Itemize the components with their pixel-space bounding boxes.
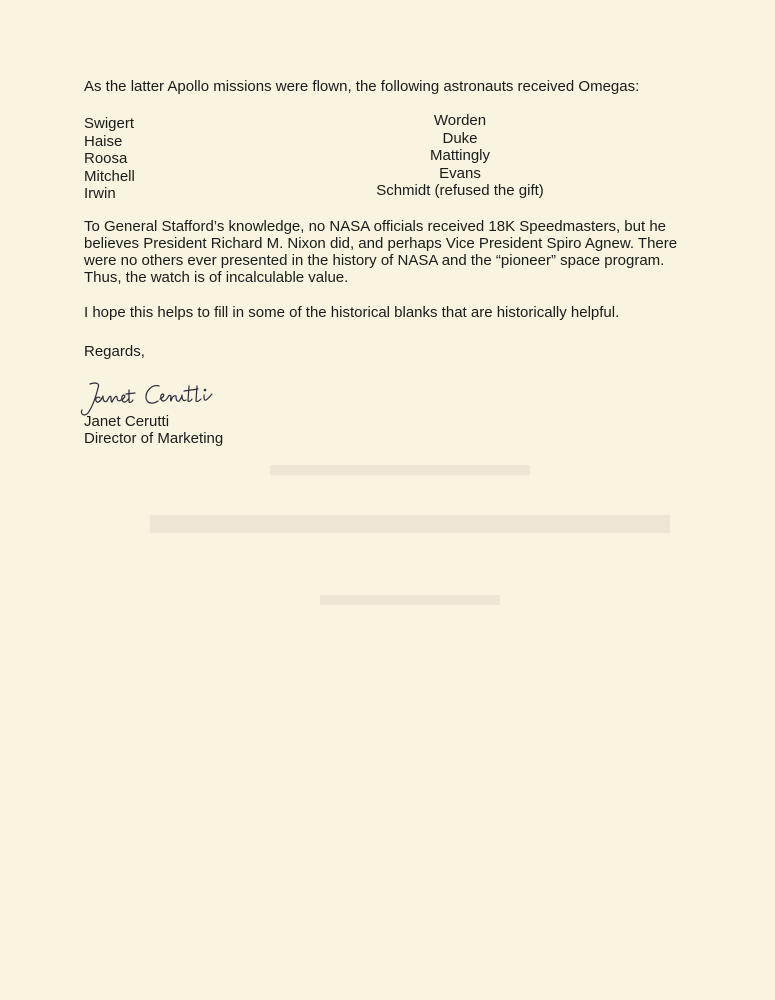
paragraph-hope: I hope this helps to fill in some of the historical blanks that are historically helpful. bbox=[84, 304, 620, 321]
closing-regards: Regards, bbox=[84, 343, 145, 360]
astronaut-name: Mattingly bbox=[429, 147, 491, 164]
intro-line: As the latter Apollo missions were flown, the following astronauts received Omegas: bbox=[84, 78, 640, 95]
signer-name: Janet Cerutti bbox=[84, 413, 170, 430]
astronaut-list-right bbox=[360, 112, 560, 200]
astronaut-name: Worden bbox=[433, 112, 487, 129]
faint-show-through-decoration bbox=[150, 455, 670, 655]
astronaut-name: Irwin bbox=[84, 185, 116, 202]
astronaut-name: Schmidt (refused the gift) bbox=[376, 182, 544, 199]
handwritten-signature bbox=[76, 378, 246, 418]
astronaut-name: Swigert bbox=[84, 115, 135, 132]
astronaut-name: Mitchell bbox=[84, 167, 135, 185]
astronaut-name: Haise bbox=[84, 132, 123, 150]
signer-title: Director of Marketing bbox=[84, 430, 224, 447]
astronaut-name: Duke bbox=[442, 129, 478, 147]
astronaut-name: Roosa bbox=[84, 150, 128, 167]
paragraph-stafford: To General Stafford’s knowledge, no NASA officials received 18K Speedmasters, but he believes President Richard M. Nixon did, and perhaps Vice President Spiro Agnew. There were no others ever presented in the history of NASA and the “pioneer” space program. Thus, the watch is of incalculable value. bbox=[84, 218, 678, 286]
astronaut-name: Evans bbox=[439, 164, 481, 182]
astronaut-list-left bbox=[84, 115, 224, 203]
